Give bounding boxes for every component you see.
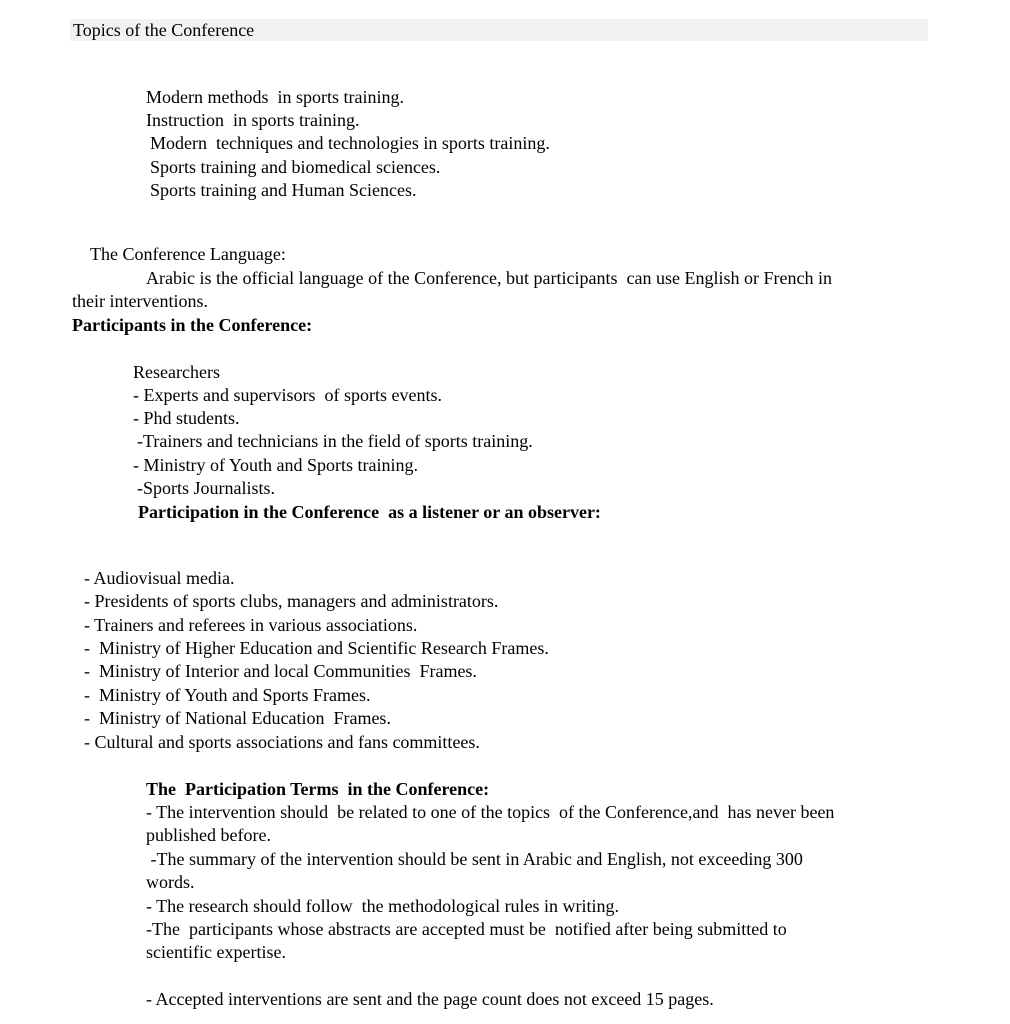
topic-item: Sports training and Human Sciences. (150, 180, 417, 200)
topic-item: Modern techniques and technologies in sports training. (150, 133, 550, 153)
terms-line: - Accepted interventions are sent and the page count does not exceed 15 pages. (146, 989, 714, 1009)
terms-line: -The summary of the intervention should be sent in Arabic and English, not exceeding 300 (146, 849, 803, 869)
terms-line: published before. (146, 825, 271, 845)
terms-heading: The Participation Terms in the Conference: (146, 779, 490, 799)
participant-item: -Trainers and technicians in the field of sports training. (137, 431, 533, 451)
language-text: their interventions. (72, 291, 208, 311)
section-header-bar (70, 19, 928, 41)
topic-item: Modern methods in sports training. (146, 87, 404, 107)
observer-item: - Ministry of Interior and local Communities Frames. (84, 661, 477, 681)
language-heading: The Conference Language: (90, 244, 286, 264)
participant-item: -Sports Journalists. (137, 478, 276, 498)
section-title-topics: Topics of the Conference (73, 20, 255, 40)
topic-item: Sports training and biomedical sciences. (150, 157, 441, 177)
terms-line: -The participants whose abstracts are accepted must be notified after being submitted to (146, 919, 787, 939)
topic-item: Instruction in sports training. (146, 110, 360, 130)
terms-line: - The research should follow the methodological rules in writing. (146, 896, 620, 916)
observer-item: - Ministry of Higher Education and Scientific Research Frames. (84, 638, 549, 658)
observer-item: - Ministry of Youth and Sports Frames. (84, 685, 371, 705)
participants-heading: Participants in the Conference: (72, 315, 313, 335)
terms-line: - The intervention should be related to one of the topics of the Conference,and has never been (146, 802, 835, 822)
participant-item: - Experts and supervisors of sports events. (133, 385, 442, 405)
observer-item: - Trainers and referees in various associations. (84, 615, 418, 635)
observers-heading: Participation in the Conference as a listener or an observer: (138, 502, 601, 522)
terms-line: scientific expertise. (146, 942, 286, 962)
observer-item: - Ministry of National Education Frames. (84, 708, 391, 728)
observer-item: - Cultural and sports associations and fans committees. (84, 732, 480, 752)
observer-item: - Audiovisual media. (84, 568, 235, 588)
participant-item: - Ministry of Youth and Sports training. (133, 455, 419, 475)
participant-item: Researchers (133, 362, 220, 382)
observer-item: - Presidents of sports clubs, managers and administrators. (84, 591, 499, 611)
participant-item: - Phd students. (133, 408, 240, 428)
terms-line: words. (146, 872, 195, 892)
language-text: Arabic is the official language of the Conference, but participants can use English or French in (146, 268, 832, 288)
